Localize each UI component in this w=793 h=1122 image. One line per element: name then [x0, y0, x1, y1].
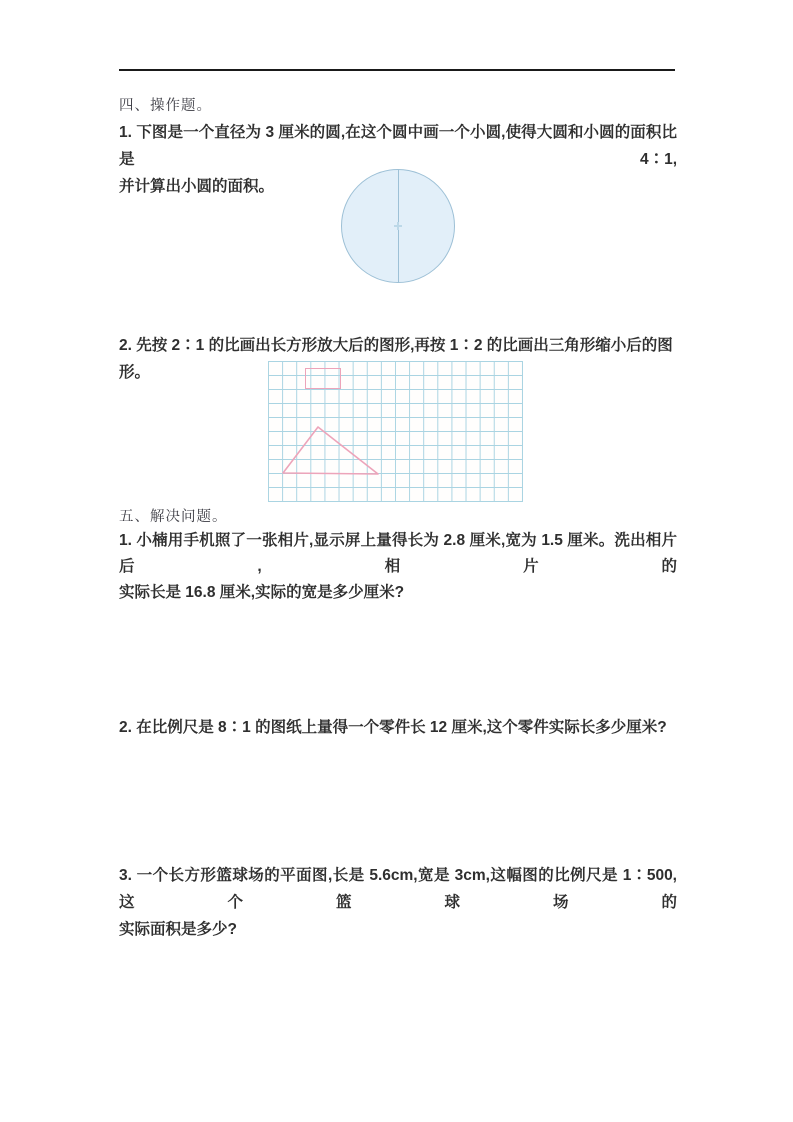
triangle-shape — [268, 361, 522, 501]
top-rule — [119, 69, 675, 71]
problem-5-2 — [119, 714, 677, 741]
section-4-title: 四、操作题。 — [119, 98, 212, 114]
problem-5-1-line-2: 实际长是 16.8 厘米,实际的宽是多少厘米? — [119, 584, 405, 601]
problem-5-3-line-2: 实际面积是多少? — [119, 921, 237, 938]
triangle-outline — [283, 427, 378, 474]
problem-5-3 — [119, 862, 677, 943]
problem-4-1-line-2: 并计算出小圆的面积。 — [119, 178, 275, 195]
problem-5-2-line-1: 2. 在比例尺是 8∶1 的图纸上量得一个零件长 12 厘米,这个零件实际长多少厘米? — [119, 719, 667, 736]
center-point-marker — [394, 222, 402, 230]
problem-4-2-line-1: 2. 先按 2∶1 的比画出长方形放大后的图形,再按 1∶2 的比画出三角形缩小后的图形。 — [119, 337, 673, 381]
problem-5-1 — [119, 528, 677, 606]
problem-5-3-line-1: 3. 一个长方形篮球场的平面图,长是 5.6cm,宽是 3cm,这幅图的比例尺是 1∶500,这个篮球场的 — [119, 867, 677, 911]
section-5-title: 五、解决问题。 — [119, 509, 228, 525]
problem-5-1-line-1: 1. 小楠用手机照了一张相片,显示屏上量得长为 2.8 厘米,宽为 1.5 厘米。洗出相片后,相片的 — [119, 532, 677, 575]
grid-figure — [268, 361, 523, 502]
problem-4-1-line-1: 1. 下图是一个直径为 3 厘米的圆,在这个圆中画一个小圆,使得大圆和小圆的面积比是 4∶1, — [119, 124, 677, 168]
circle-figure — [341, 169, 455, 283]
